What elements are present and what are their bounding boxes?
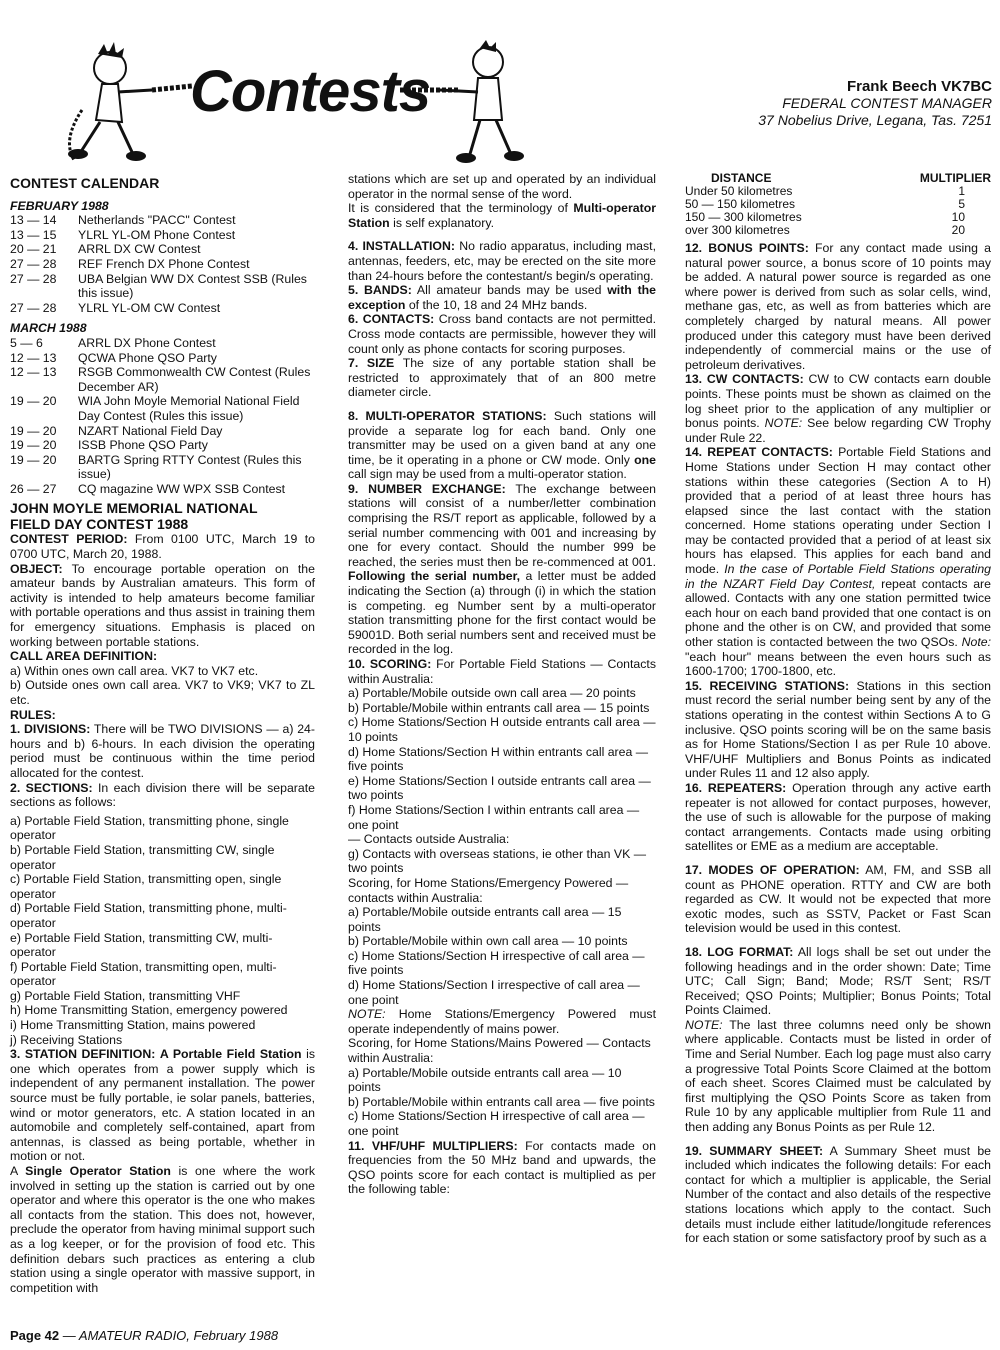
column-2 — [348, 172, 656, 1197]
section-item: g) Portable Field Station, transmitting VHF — [10, 988, 241, 1003]
text: All amateur bands may be used — [416, 283, 602, 298]
section-item: f) Portable Field Station, transmitting open, multi-operator — [10, 959, 277, 989]
label: 8. MULTI-OPERATOR STATIONS: — [348, 408, 547, 423]
scoring-line: e) Home Stations/Section I outside entrants call area — two points — [348, 773, 651, 803]
event-name: Netherlands "PACC" Contest — [78, 213, 236, 228]
rule-6 — [348, 312, 656, 356]
text: is one which operates from a power supply which is independent of any permanent installation. The power source must be fully portable, ie solar panels, batteries, wind or motor generators, etc. A station located in an automobile and completely self-contained, apart from antennas, is classed as being portable, whether in motion or not. — [10, 1047, 315, 1164]
text: It is considered that the terminology of — [348, 201, 568, 216]
calendar-event — [10, 482, 315, 497]
text: Portable Field Stations and Home Stations under Section H may contact other stations within these categories (Section A to H) provided that a period of at least three hours has elapsed since the last contact with the station concerned. Home stations operating under Section I may be contacted provided that a period of at least six hours has elapsed. This applies for each band and mode. — [685, 445, 991, 577]
calendar-event — [10, 242, 315, 257]
page-title: Contests — [190, 59, 431, 124]
scoring-line: d) Home Stations/Section H within entrants call area — five points — [348, 744, 649, 774]
label: 3. STATION DEFINITION: — [10, 1047, 156, 1062]
section-item: j) Receiving Stations — [10, 1032, 123, 1047]
scoring-line: c) Home Stations/Section H irrespective of call area — five points — [348, 948, 645, 978]
object — [10, 562, 315, 650]
event-name: CQ magazine WW WPX SSB Contest — [78, 481, 286, 496]
label: NOTE: — [348, 1007, 386, 1022]
page-footer — [10, 1328, 278, 1343]
calendar-event — [10, 301, 315, 316]
text: Such stations will provide a separate log for each band. Only one transmitter may be used on a given band at any one time, be it operating in a phone or CW mode. Only — [348, 408, 656, 467]
rule-19 — [685, 1144, 991, 1246]
event-name: BARTG Spring RTTY Contest (Rules this issue) — [78, 452, 302, 482]
rule-10 — [348, 657, 656, 686]
event-name: RSGB Commonwealth CW Contest (Rules December AR) — [78, 365, 311, 394]
calendar-event — [10, 365, 315, 394]
scoring-line: c) Home Stations/Section H outside entrants call area — 10 points — [348, 715, 656, 744]
call-area-label: CALL AREA DEFINITION: — [10, 649, 158, 664]
column-3 — [685, 172, 991, 1246]
label: NOTE: — [685, 1017, 723, 1032]
event-dates: 19 — 20 — [10, 452, 57, 467]
table-cell: Under 50 kilometres — [685, 184, 793, 198]
scoring-line: Scoring, for Home Stations/Emergency Powered — contacts within Australia: — [348, 875, 629, 905]
rule-3-single-continued: stations which are set up and operated by an individual operator in the normal sense of the word. — [348, 172, 656, 201]
table-cell: 5 — [958, 197, 965, 211]
rule-9 — [348, 482, 656, 657]
text: repeat contacts are allowed. Contacts with any one station permitted twice each hour on each band provided that one contact is on phone and the other is on CW, and provided that some other station is contacted between the two QSOs. — [685, 576, 991, 650]
table-cell: 20 — [951, 223, 965, 237]
label: 6. CONTACTS: — [348, 312, 435, 327]
table-cell: 10 — [951, 210, 965, 224]
event-name: YLRL YL-OM CW Contest — [78, 300, 221, 315]
text: Operation through any active earth repeater is not allowed for contact purposes, however, the use of such is allowable for the purpose of making contact arrangements. Contacts made using orbiting satellites or EME as a medium are acceptable. — [685, 780, 991, 854]
text: There will be TWO DIVISIONS — a) 24-hours and b) 6-hours. In each division the operating period must be continuous within the time period allocated for the contest. — [10, 722, 315, 780]
rules-label: RULES: — [10, 707, 56, 722]
label: 2. SECTIONS: — [10, 780, 93, 795]
calendar-event — [10, 351, 315, 366]
text: From 0100 UTC, March 19 to 0700 UTC, March 20, 1988. — [10, 532, 315, 562]
label: 9. NUMBER EXCHANGE: — [348, 481, 506, 496]
label: 10. SCORING: — [348, 657, 432, 671]
section-item: a) Portable Field Station, transmitting phone, single operator — [10, 813, 289, 843]
label: OBJECT: — [10, 561, 63, 576]
scoring-line: b) Portable/Mobile within entrants call area — five points — [348, 1094, 655, 1109]
label: 7. SIZE — [348, 356, 395, 371]
call-area-a: a) Within ones own call area. VK7 to VK7 etc. — [10, 663, 259, 678]
event-dates: 13 — 14 — [10, 213, 57, 228]
rule-3-single — [10, 1164, 315, 1295]
column-1 — [10, 172, 315, 1295]
event-name: ISSB Phone QSO Party — [78, 438, 208, 453]
scoring-line: g) Contacts with overseas stations, ie other than VK — two points — [348, 846, 647, 876]
text: All logs shall be set out under the following headings and in the order shown: Date; Time UTC; Call Sign; Band; Mode; RS/T Sent; RS/T Received; QSO Points; Multiplier; Bonus Points; Total Points Claimed. — [685, 944, 991, 1018]
calendar-event — [10, 453, 315, 482]
text: For any contact made using a natural power source, a bonus score of 10 points may be added. A natural power source is regarded as one where power is derived from such as solar cells, wind, methane gas, etc, as well as from batteries which are completely charged by natural means. All power produced under this category must have been derived independently of commercial mains or the use of petroleum derivatives. — [685, 241, 992, 372]
event-name: WIA John Moyle Memorial National Field Day Contest (Rules this issue) — [78, 394, 300, 423]
text: Home Stations/Emergency Powered must operate independently of mains power. — [348, 1007, 656, 1036]
calendar-event — [10, 213, 315, 228]
event-dates: 5 — 6 — [10, 335, 43, 350]
article-title-line: FIELD DAY CONTEST 1988 — [10, 516, 189, 533]
calendar-heading: CONTEST CALENDAR — [10, 175, 160, 191]
calendar-event — [10, 394, 315, 423]
label: 1. DIVISIONS: — [10, 722, 91, 737]
cartoon-boy-right-icon — [440, 40, 540, 170]
author-role: FEDERAL CONTEST MANAGER — [782, 95, 992, 111]
rule-14 — [685, 445, 991, 679]
multiplier-table — [685, 172, 991, 237]
event-dates: 19 — 20 — [10, 394, 57, 409]
section-item: e) Portable Field Station, transmitting CW, multi-operator — [10, 930, 273, 960]
calendar-event — [10, 438, 315, 453]
label: 15. RECEIVING STATIONS: — [685, 678, 850, 693]
text: See below regarding CW Trophy under Rule 22. — [685, 416, 991, 445]
table-cell: 1 — [958, 184, 965, 198]
section-item: i) Home Transmitting Station, mains powered — [10, 1018, 256, 1033]
event-name: UBA Belgian WW DX Contest SSB (Rules this issue) — [78, 271, 307, 301]
table-row — [685, 224, 991, 237]
sections-list — [10, 814, 315, 1048]
event-dates: 27 — 28 — [10, 300, 57, 315]
text: The last three columns need only be shown where applicable. Contacts must be listed in order of Time and Serial Number. Each log page must also carry a progressive Total Points Score Claimed at the bottom of each sheet. Scores Claimed must be calculated by first multiplying the QSO Points Score as taken from Rule 10 by any applicable multiplier from Rule 11 and then adding any Bonus Points as per Rule 12. — [685, 1017, 991, 1135]
event-dates: 20 — 21 — [10, 242, 57, 257]
calendar-event — [10, 336, 315, 351]
text: To encourage portable operation on the amateur bands by Australian amateurs. This form of activity is intended to help amateurs become familiar with portable operations and thus assist in training them for emergency situations. Emphasis is placed on working between portable stations. — [10, 561, 315, 649]
label: 19. SUMMARY SHEET: — [685, 1143, 824, 1158]
scoring-line: Scoring, for Home Stations/Mains Powered — Contacts within Australia: — [348, 1036, 651, 1066]
label: A Portable Field Station — [159, 1047, 302, 1062]
event-name: REF French DX Phone Contest — [78, 256, 250, 271]
article-title — [10, 500, 315, 532]
label: NOTE: — [764, 416, 803, 431]
scoring-line: b) Portable/Mobile within entrants call area — 15 points — [348, 700, 650, 715]
label: 4. INSTALLATION: — [348, 239, 455, 254]
event-dates: 27 — 28 — [10, 271, 57, 286]
text: is one where the work involved in setting up the station is carried out by one operator and where this operator is the one who makes all contacts from the station. This does not, however, preclude the operator from having minimal support such as a log keeper, or for the provision of food etc. This definition debars such practices as entering a club station using a single operator with massive support, in competition with — [10, 1164, 315, 1295]
event-name: NZART National Field Day — [78, 423, 223, 438]
rule-3-multi — [348, 201, 656, 230]
label: CONTEST PERIOD: — [10, 532, 128, 547]
section-item: d) Portable Field Station, transmitting phone, multi-operator — [10, 901, 287, 930]
text: Cross band contacts are not permitted. Cross mode contacts are permissible, however they will count only as phone contacts for scoring purposes. — [348, 312, 657, 356]
table-cell: 50 — 150 kilometres — [685, 197, 796, 211]
text: In each division there will be separate sections as follows: — [10, 780, 315, 810]
event-dates: 19 — 20 — [10, 438, 57, 453]
rule-2 — [10, 781, 315, 810]
calendar-month-list — [10, 213, 315, 315]
cartoon-boy-left-icon — [52, 40, 192, 170]
scoring-line: b) Portable/Mobile within own call area — 10 points — [348, 934, 628, 949]
table-cell: over 300 kilometres — [685, 223, 790, 237]
publication: — AMATEUR RADIO, February 1988 — [62, 1328, 279, 1343]
rule-18-note — [685, 1018, 991, 1135]
section-item: h) Home Transmitting Station, emergency powered — [10, 1003, 288, 1018]
scoring-line: f) Home Stations/Section I within entrants call area — one point — [348, 802, 640, 832]
scoring-line: — Contacts outside Australia: — [348, 832, 510, 847]
label: Note: — [961, 635, 992, 650]
section-item: c) Portable Field Station, transmitting open, single operator — [10, 872, 282, 901]
label: 12. BONUS POINTS: — [685, 241, 809, 255]
event-dates: 27 — 28 — [10, 256, 57, 271]
scoring-line: c) Home Stations/Section H irrespective of call area — one point — [348, 1109, 645, 1138]
text: is self explanatory. — [393, 215, 495, 230]
rule-11 — [348, 1139, 656, 1197]
rule-13 — [685, 372, 991, 445]
page-header — [0, 0, 1000, 170]
call-area-b: b) Outside ones own call area. VK7 to VK9; VK7 to ZL etc. — [10, 678, 315, 707]
label: 18. LOG FORMAT: — [685, 944, 794, 959]
author-name: Frank Beech VK7BC — [846, 78, 992, 95]
rule-8 — [348, 409, 656, 482]
event-dates: 19 — 20 — [10, 423, 57, 438]
calendar-event — [10, 272, 315, 301]
rule-3 — [10, 1047, 315, 1164]
rule-16 — [685, 781, 991, 854]
scoring-line: a) Portable/Mobile outside entrants call area — 10 points — [348, 1065, 622, 1095]
text: "each hour" means between the even hours such as 1600-1700; 1700-1800, etc. — [685, 649, 991, 679]
table-cell: 150 — 300 kilometres — [685, 210, 802, 224]
text: For Portable Field Stations — Contacts within Australia: — [348, 657, 656, 686]
calendar-event — [10, 228, 315, 243]
section-item: b) Portable Field Station, transmitting CW, single operator — [10, 842, 275, 872]
contest-period — [10, 532, 315, 561]
rule-12 — [685, 241, 991, 372]
event-name: YLRL YL-OM Phone Contest — [78, 227, 236, 242]
rule-15 — [685, 679, 991, 781]
page-number: Page 42 — [10, 1328, 60, 1343]
scoring-mains-list — [348, 1036, 656, 1138]
text: of the 10, 18 and 24 MHz bands. — [408, 297, 588, 312]
event-dates: 12 — 13 — [10, 350, 57, 365]
scoring-line: a) Portable/Mobile outside entrants call area — 15 points — [348, 905, 622, 934]
text: one — [634, 452, 656, 467]
label: 17. MODES OF OPERATION: — [685, 862, 860, 877]
text: with the exception — [348, 283, 657, 312]
scoring-list — [348, 686, 656, 1007]
text: call sign may be used from a multi-operator station. — [348, 467, 627, 482]
rule-18 — [685, 945, 991, 1018]
label: 14. REPEAT CONTACTS: — [685, 445, 833, 460]
rule-7 — [348, 356, 656, 400]
text: AM, FM, and SSB all count as PHONE operation. RTTY and CW are both regarded as CW. It would not be expected that more exotic modes, such as SSTV, Packet or Fast Scan television would be used in this contest. — [685, 862, 991, 936]
label: 11. VHF/UHF MULTIPLIERS: — [348, 1138, 518, 1153]
author-block — [758, 78, 992, 129]
rule-17 — [685, 863, 991, 936]
rule-5 — [348, 283, 656, 312]
text: A Summary Sheet must be included which indicates the following details: For each contact for which a multiplier is applicable, the Serial Number of the contact and also details of the respective stations locations which apply to the contact. Such details must include either latitude/longitude references for each station or some satisfactory proof by such as a — [685, 1143, 991, 1246]
event-name: QCWA Phone QSO Party — [78, 350, 217, 365]
event-dates: 13 — 15 — [10, 227, 57, 242]
event-dates: 12 — 13 — [10, 365, 57, 380]
calendar-month: FEBRUARY 1988 — [10, 198, 109, 213]
label: 16. REPEATERS: — [685, 780, 787, 795]
label: Single Operator Station — [25, 1164, 171, 1178]
event-dates: 26 — 27 — [10, 481, 57, 496]
scoring-line: a) Portable/Mobile outside own call area — 20 points — [348, 686, 636, 701]
calendar-event — [10, 257, 315, 272]
rule-1 — [10, 722, 315, 780]
label: 13. CW CONTACTS: — [685, 372, 804, 387]
text: Stations in this section must record the serial number being sent by any of the stations operating in the contest within Sections A to G inclusive. QSO points scoring will be on the same basis as for Home Stations/Section I as per Rule 10 above. VHF/UHF Multipliers and Bonus Points as indicated under Rules 11 and 12 also apply. — [685, 678, 991, 781]
text: No radio apparatus, including mast, antennas, feeders, etc, may be erected on the site more than 24-hours before the contestant/s begin/s operating. — [348, 239, 657, 283]
text: a letter must be added indicating the Section (a) through (i) in which the station is competing. eg Number sent by a multi-operator station transmitting phone for the first contact would be 59001D. Both serial numbers sent and received must be recorded in the log. — [348, 569, 656, 657]
rule-4 — [348, 239, 656, 283]
label: 5. BANDS: — [348, 283, 412, 298]
text: The size of any portable station shall be restricted to approximately that of an 800 metre diameter circle. — [348, 356, 656, 400]
text: The exchange between stations will consist of a number/letter combination comprising the RS/T report as applicable, followed by a serial number commencing with 001 and increasing by one for every contact. Should the number 999 be reached, the series must then be re-commenced at 001. — [348, 481, 656, 569]
event-name: ARRL DX CW Contest — [78, 242, 201, 257]
author-address: 37 Nobelius Drive, Legana, Tas. 7251 — [758, 112, 992, 128]
text: Following the serial number, — [348, 569, 521, 584]
table-header: MULTIPLIER — [919, 171, 991, 185]
note — [348, 1007, 656, 1036]
calendar-month-list — [10, 336, 315, 497]
text: A — [10, 1164, 18, 1178]
article-title-line: JOHN MOYLE MEMORIAL NATIONAL — [10, 500, 258, 517]
text: CW to CW contacts earn double points. These points must be shown as claimed on the log sheet prior to the application of any multiplier or bonus points. — [685, 372, 991, 431]
label: Multi-operator Station — [348, 201, 656, 230]
text: In the case of Portable Field Stations operating in the NZART Field Day Contest, — [685, 562, 991, 591]
scoring-line: d) Home Stations/Section I irrespective of call area — one point — [348, 978, 640, 1007]
table-header: DISTANCE — [711, 171, 772, 185]
calendar-event — [10, 424, 315, 439]
event-name: ARRL DX Phone Contest — [78, 335, 216, 350]
calendar-month: MARCH 1988 — [10, 321, 87, 336]
text: For contacts made on frequencies from the 50 MHz band and upwards, the QSO points score for each contact is multiplied as per the following table: — [348, 1138, 656, 1197]
